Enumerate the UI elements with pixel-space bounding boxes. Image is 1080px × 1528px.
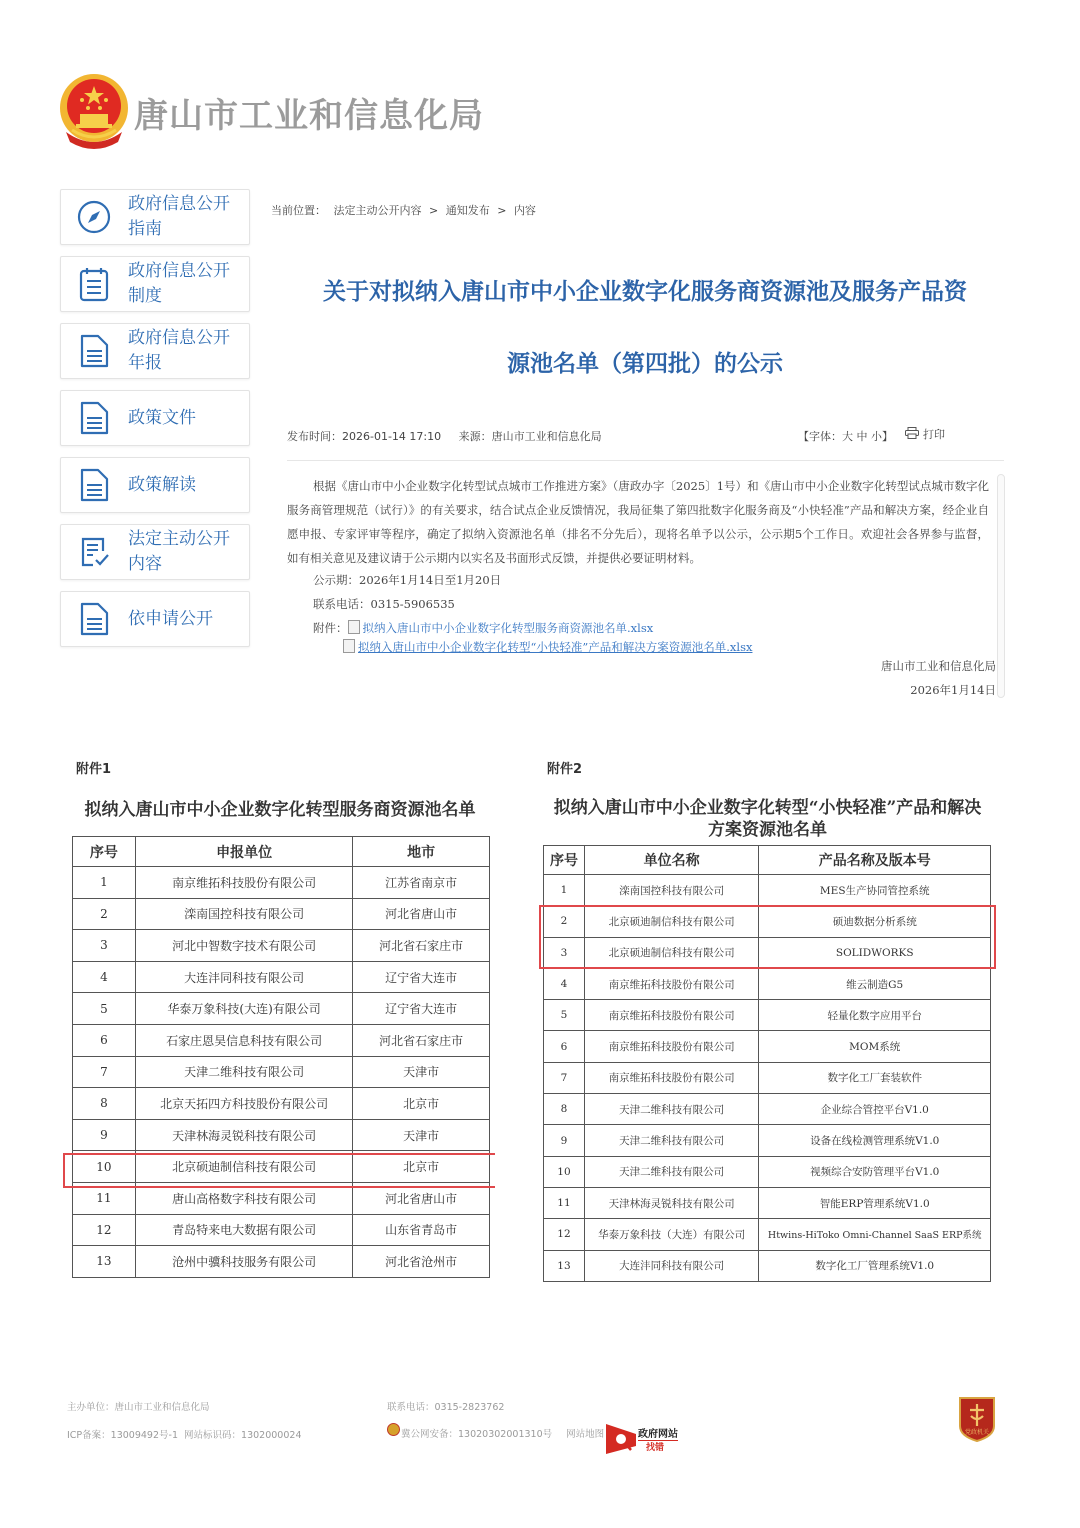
table-row xyxy=(73,961,490,993)
footer-site-id: 网站标识码：1302000024 xyxy=(184,1430,302,1441)
table-row xyxy=(544,1094,991,1125)
print-button[interactable] xyxy=(905,426,945,442)
document-icon xyxy=(75,332,113,370)
document-icon xyxy=(75,466,113,504)
cell-company: 北京硕迪制信科技有限公司 xyxy=(584,906,759,937)
cell-company: 天津林海灵锐科技有限公司 xyxy=(584,1187,759,1218)
sidebar-item-policy-documents[interactable] xyxy=(60,390,250,446)
cell-company: 华泰万象科技（大连）有限公司 xyxy=(584,1219,759,1250)
cell-index: 8 xyxy=(544,1094,585,1125)
cell-company: 沧州中骥科技服务有限公司 xyxy=(135,1246,352,1278)
cell-company: 青岛特来电大数据有限公司 xyxy=(135,1214,352,1246)
cell-company: 天津二维科技有限公司 xyxy=(135,1056,352,1088)
col-header: 单位名称 xyxy=(584,846,759,875)
site-title[interactable]: 唐山市工业和信息化局 xyxy=(134,96,484,136)
attachments xyxy=(313,620,653,636)
table-row xyxy=(544,875,991,906)
cell-company: 滦南国控科技有限公司 xyxy=(135,898,352,930)
table-row xyxy=(73,1214,490,1246)
attachment2-title xyxy=(540,797,995,841)
cell-company: 石家庄恩昊信息科技有限公司 xyxy=(135,1024,352,1056)
file-icon xyxy=(343,639,355,653)
font-size-control[interactable]: 【字体：大 中 小】 xyxy=(798,430,893,443)
sidebar-item-label: 政府信息公开年报 xyxy=(128,328,230,373)
disclosure-period: 公示期：2026年1月14日至1月20日 xyxy=(313,573,502,587)
signature: 唐山市工业和信息化局 xyxy=(881,659,996,673)
cell-product: Htwins-HiToko Omni-Channel SaaS ERP系统 xyxy=(759,1219,991,1250)
attachment-link-1[interactable]: 拟纳入唐山市中小企业数字化转型服务商资源池名单.xlsx xyxy=(362,621,654,635)
sidebar-item-label: 政策文件 xyxy=(128,407,196,428)
table-row xyxy=(73,1088,490,1120)
cell-company: 唐山高格数字科技有限公司 xyxy=(135,1182,352,1214)
party-gov-badge-icon[interactable] xyxy=(958,1396,996,1442)
cell-index: 7 xyxy=(73,1056,136,1088)
table-row xyxy=(544,1156,991,1187)
table-row xyxy=(73,1024,490,1056)
sidebar-item-statutory-disclosure[interactable] xyxy=(60,524,250,580)
cell-company: 南京维拓科技股份有限公司 xyxy=(135,867,352,899)
table-row xyxy=(73,898,490,930)
article-title xyxy=(280,270,1010,386)
cell-city: 河北省石家庄市 xyxy=(353,930,490,962)
cell-index: 1 xyxy=(544,875,585,906)
magnifier-icon xyxy=(606,1424,636,1454)
cell-product: MOM系统 xyxy=(759,1031,991,1062)
attachments-label: 附件： xyxy=(313,621,348,635)
table-row xyxy=(73,1056,490,1088)
table-row xyxy=(73,993,490,1025)
cell-product: SOLIDWORKS xyxy=(759,937,991,968)
cell-company: 华泰万象科技(大连)有限公司 xyxy=(135,993,352,1025)
footer-icp[interactable]: ICP备案：13009492号-1 xyxy=(67,1430,178,1441)
findbug-line2: 找错 xyxy=(646,1443,665,1453)
table-row xyxy=(544,1187,991,1218)
table-row xyxy=(73,1246,490,1278)
cell-index: 2 xyxy=(544,906,585,937)
breadcrumb-separator: > xyxy=(429,204,439,217)
cell-product: 轻量化数字应用平台 xyxy=(759,1000,991,1031)
table-row xyxy=(544,1125,991,1156)
svg-text:党政机关: 党政机关 xyxy=(964,1429,990,1436)
sidebar-item-label: 政府信息公开制度 xyxy=(128,261,230,306)
cell-city: 北京市 xyxy=(353,1151,490,1183)
table-header-row xyxy=(544,846,991,875)
cell-index: 4 xyxy=(544,968,585,999)
sidebar-item-disclosure-system[interactable] xyxy=(60,256,250,312)
cell-index: 12 xyxy=(73,1214,136,1246)
cell-company: 河北中智数字技术有限公司 xyxy=(135,930,352,962)
col-header: 产品名称及版本号 xyxy=(759,846,991,875)
table-row xyxy=(544,1062,991,1093)
table-row xyxy=(73,930,490,962)
cell-index: 13 xyxy=(544,1250,585,1281)
checklist-icon xyxy=(75,533,113,571)
cell-index: 10 xyxy=(73,1151,136,1183)
breadcrumb-item[interactable]: 内容 xyxy=(513,204,536,217)
cell-city: 江苏省南京市 xyxy=(353,867,490,899)
cell-product: 数字化工厂管理系统V1.0 xyxy=(759,1250,991,1281)
article-title-line1: 关于对拟纳入唐山市中小企业数字化服务商资源池及服务产品资 xyxy=(323,279,967,305)
attachment2-title-line1: 拟纳入唐山市中小企业数字化转型“小快轻准”产品和解决 xyxy=(553,798,982,818)
table-header-row xyxy=(73,837,490,867)
table-row xyxy=(544,1250,991,1281)
sidebar-item-label: 政府信息公开指南 xyxy=(128,194,230,239)
cell-product: 维云制造G5 xyxy=(759,968,991,999)
compass-icon xyxy=(75,198,113,236)
cell-product: 智能ERP管理系统V1.0 xyxy=(759,1187,991,1218)
breadcrumb-separator: > xyxy=(497,204,507,217)
file-icon xyxy=(348,620,360,634)
attachment-link-2[interactable]: 拟纳入唐山市中小企业数字化转型“小快轻准”产品和解决方案资源池名单.xlsx xyxy=(358,640,753,654)
sidebar-item-policy-interpretation[interactable] xyxy=(60,457,250,513)
publish-time: 发布时间：2026-01-14 17:10 xyxy=(287,430,442,443)
cell-company: 北京硕迪制信科技有限公司 xyxy=(135,1151,352,1183)
cell-city: 河北省唐山市 xyxy=(353,898,490,930)
cell-index: 7 xyxy=(544,1062,585,1093)
police-badge-icon xyxy=(387,1423,400,1436)
cell-city: 河北省沧州市 xyxy=(353,1246,490,1278)
cell-index: 2 xyxy=(73,898,136,930)
sidebar-item-disclosure-guide[interactable] xyxy=(60,189,250,245)
cell-index: 6 xyxy=(73,1024,136,1056)
table-row xyxy=(544,1000,991,1031)
cell-company: 南京维拓科技股份有限公司 xyxy=(584,1062,759,1093)
article-title-line2: 源池名单（第四批）的公示 xyxy=(507,351,783,377)
article-source: 来源：唐山市工业和信息化局 xyxy=(458,430,602,443)
sidebar-item-label: 依申请公开 xyxy=(128,608,213,629)
table-row xyxy=(544,1219,991,1250)
contact-phone: 联系电话：0315-5906535 xyxy=(313,597,455,611)
article-meta xyxy=(287,428,616,444)
cell-city: 河北省唐山市 xyxy=(353,1182,490,1214)
footer-registration xyxy=(67,1427,302,1441)
gov-site-findbug-button[interactable] xyxy=(606,1424,678,1454)
national-emblem-icon xyxy=(58,72,130,150)
cell-product: 企业综合管控平台V1.0 xyxy=(759,1094,991,1125)
cell-company: 天津二维科技有限公司 xyxy=(584,1094,759,1125)
highlight-box xyxy=(63,1153,495,1188)
footer-sitemap[interactable]: 网站地图 xyxy=(566,1429,605,1440)
table-row xyxy=(544,968,991,999)
footer-police xyxy=(387,1420,604,1440)
findbug-line1: 政府网站 xyxy=(638,1425,678,1441)
cell-company: 南京维拓科技股份有限公司 xyxy=(584,1031,759,1062)
cell-company: 大连沣同科技有限公司 xyxy=(584,1250,759,1281)
cell-company: 北京天拓四方科技股份有限公司 xyxy=(135,1088,352,1120)
cell-index: 5 xyxy=(544,1000,585,1031)
col-header: 申报单位 xyxy=(135,837,352,867)
breadcrumb-item[interactable]: 通知发布 xyxy=(445,204,490,217)
cell-index: 3 xyxy=(544,937,585,968)
cell-index: 6 xyxy=(544,1031,585,1062)
breadcrumb-item[interactable]: 法定主动公开内容 xyxy=(333,204,422,217)
sidebar-item-label: 政策解读 xyxy=(128,474,196,495)
cell-company: 天津二维科技有限公司 xyxy=(584,1156,759,1187)
cell-company: 南京维拓科技股份有限公司 xyxy=(584,1000,759,1031)
attachment1-table xyxy=(72,836,490,1278)
attachment2-label: 附件2 xyxy=(547,762,583,777)
cell-city: 辽宁省大连市 xyxy=(353,993,490,1025)
sidebar-item-request-disclosure[interactable] xyxy=(60,591,250,647)
cell-index: 11 xyxy=(544,1187,585,1218)
col-header: 序号 xyxy=(73,837,136,867)
cell-index: 12 xyxy=(544,1219,585,1250)
cell-city: 北京市 xyxy=(353,1088,490,1120)
col-header: 地市 xyxy=(353,837,490,867)
printer-icon xyxy=(905,427,919,442)
cell-product: 硕迪数据分析系统 xyxy=(759,906,991,937)
attachment2-title-line2: 方案资源池名单 xyxy=(708,820,827,840)
highlight-box xyxy=(539,905,996,969)
cell-company: 天津林海灵锐科技有限公司 xyxy=(135,1119,352,1151)
document-icon xyxy=(75,399,113,437)
cell-index: 9 xyxy=(544,1125,585,1156)
cell-index: 10 xyxy=(544,1156,585,1187)
scrollbar[interactable] xyxy=(997,474,1005,698)
table-row xyxy=(73,1119,490,1151)
cell-city: 天津市 xyxy=(353,1119,490,1151)
footer-police-record[interactable]: 冀公网安备：13020302001310号 xyxy=(401,1429,553,1440)
cell-company: 大连沣同科技有限公司 xyxy=(135,961,352,993)
cell-company: 滦南国控科技有限公司 xyxy=(584,875,759,906)
document-icon xyxy=(75,600,113,638)
sign-date: 2026年1月14日 xyxy=(910,683,996,697)
cell-city: 山东省青岛市 xyxy=(353,1214,490,1246)
cell-city: 河北省石家庄市 xyxy=(353,1024,490,1056)
cell-index: 9 xyxy=(73,1119,136,1151)
sidebar-item-label: 法定主动公开内容 xyxy=(128,529,230,574)
cell-index: 3 xyxy=(73,930,136,962)
cell-product: 设备在线检测管理系统V1.0 xyxy=(759,1125,991,1156)
cell-company: 北京硕迪制信科技有限公司 xyxy=(584,937,759,968)
divider xyxy=(287,460,1004,461)
table-row xyxy=(544,1031,991,1062)
cell-city: 天津市 xyxy=(353,1056,490,1088)
cell-product: MES生产协同管控系统 xyxy=(759,875,991,906)
cell-company: 南京维拓科技股份有限公司 xyxy=(584,968,759,999)
cell-city: 辽宁省大连市 xyxy=(353,961,490,993)
print-label: 打印 xyxy=(923,428,945,441)
sidebar-item-annual-report[interactable] xyxy=(60,323,250,379)
col-header: 序号 xyxy=(544,846,585,875)
article-paragraph: 根据《唐山市中小企业数字化转型试点城市工作推进方案》（唐政办字〔2025〕1号）和《唐山市中小企业数字化转型试点城市数字化服务商管理规范（试行）》的有关要求，结合试点企业反馈情况，我局征集了第四批数字化服务商及“小快轻准”产品和解决方案，经企业自愿申报、专家评审等程序，确定了拟纳入资源池名单（排名不分先后），现将名单予以公示，公示期5个工作日。欢迎社会各界参与监督，如有相关意见及建议请于公示期内以实名及书面形式反馈，并提供必要证明材料。 xyxy=(287,479,989,565)
cell-index: 1 xyxy=(73,867,136,899)
cell-product: 视频综合安防管理平台V1.0 xyxy=(759,1156,991,1187)
breadcrumb-prefix: 当前位置： xyxy=(271,204,326,217)
cell-index: 13 xyxy=(73,1246,136,1278)
table-row xyxy=(73,867,490,899)
cell-index: 4 xyxy=(73,961,136,993)
cell-index: 5 xyxy=(73,993,136,1025)
attachment1-title: 拟纳入唐山市中小企业数字化转型服务商资源池名单 xyxy=(84,800,476,820)
breadcrumb xyxy=(271,202,540,218)
attachment1-label: 附件1 xyxy=(76,762,112,777)
attachment-row-2 xyxy=(343,639,752,655)
footer-phone: 联系电话：0315-2823762 xyxy=(387,1402,505,1413)
cell-company: 天津二维科技有限公司 xyxy=(584,1125,759,1156)
cell-product: 数字化工厂套装软件 xyxy=(759,1062,991,1093)
cell-index: 11 xyxy=(73,1182,136,1214)
cell-index: 8 xyxy=(73,1088,136,1120)
footer-host: 主办单位：唐山市工业和信息化局 xyxy=(67,1402,210,1413)
clipboard-icon xyxy=(75,265,113,303)
